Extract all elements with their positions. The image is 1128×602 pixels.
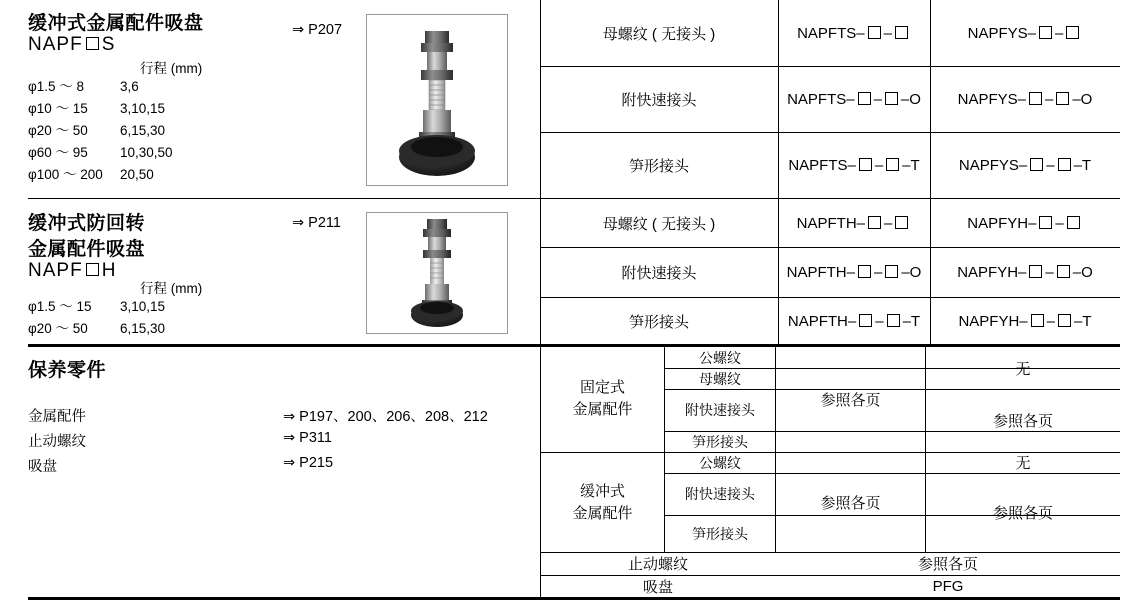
placeholder-box-icon bbox=[885, 92, 898, 105]
code-text: NAPFYS– bbox=[958, 156, 1028, 174]
section1-page-ref[interactable]: ⇒ P207 bbox=[292, 22, 343, 38]
spec-stroke: 3,6 bbox=[120, 79, 139, 94]
code-text: NAPFYH– bbox=[958, 312, 1028, 330]
placeholder-box-icon bbox=[1057, 265, 1070, 278]
code-suffix: –O bbox=[900, 90, 921, 108]
placeholder-box-icon bbox=[1039, 216, 1052, 229]
spec-row bbox=[28, 296, 210, 318]
code-suffix: –T bbox=[1073, 156, 1092, 174]
section1-row3-code2: NAPFYS– – –T bbox=[958, 156, 1092, 174]
placeholder-box-icon bbox=[86, 37, 99, 50]
section1-row1-type: 母螺纹 ( 无接头 ) bbox=[602, 25, 716, 43]
placeholder-box-icon bbox=[1066, 26, 1079, 39]
code-text: NAPFYH– bbox=[967, 214, 1037, 232]
code-text: NAPFYS– bbox=[957, 90, 1026, 108]
spec-row bbox=[28, 76, 210, 98]
spec-stroke: 6,15,30 bbox=[120, 321, 166, 336]
maint-footer-label-1: 止动螺纹 bbox=[627, 556, 688, 573]
maint-g2-type-2: 附快速接头 bbox=[685, 486, 755, 502]
section2-code-prefix: NAPF bbox=[28, 260, 83, 281]
section1-row1-code2: NAPFYS– – bbox=[930, 0, 1120, 66]
maintenance-item-label: 吸盘 bbox=[28, 459, 57, 475]
placeholder-box-icon bbox=[1056, 92, 1069, 105]
section1-product-image bbox=[366, 14, 508, 186]
maint-group1-name-line2: 金属配件 bbox=[572, 400, 633, 418]
maintenance-item-ref[interactable]: ⇒ P311 bbox=[283, 430, 332, 446]
spec-stroke: 6,15,30 bbox=[120, 123, 166, 138]
maint-g1-type-4: 笋形接头 bbox=[692, 433, 748, 450]
placeholder-box-icon bbox=[1058, 158, 1071, 171]
section2-row1-type: 母螺纹 ( 无接头 ) bbox=[602, 215, 716, 233]
placeholder-box-icon bbox=[859, 158, 872, 171]
section2-stroke-header: 行程 (mm) bbox=[140, 281, 203, 296]
maint-footer-value-1: 参照各页 bbox=[917, 556, 978, 573]
maintenance-title: 保养零件 bbox=[28, 360, 107, 381]
section2-row3-type: 笋形接头 bbox=[628, 313, 689, 331]
maint-g1-mid: 参照各页 bbox=[820, 392, 881, 409]
spec-row bbox=[28, 120, 210, 142]
maintenance-item-label: 金属配件 bbox=[28, 409, 86, 425]
code-text: NAPFYS– bbox=[967, 24, 1036, 42]
spec-stroke: 10,30,50 bbox=[120, 145, 173, 160]
placeholder-box-icon bbox=[895, 216, 908, 229]
section1-stroke-header: 行程 (mm) bbox=[140, 61, 203, 76]
maintenance-item-ref[interactable]: ⇒ P197、200、206、208、212 bbox=[283, 409, 488, 425]
section2-code-suffix: H bbox=[101, 260, 117, 281]
section2-spec-list bbox=[28, 296, 210, 340]
code-suffix: –O bbox=[901, 264, 922, 281]
placeholder-box-icon bbox=[858, 265, 871, 278]
maintenance-item-label: 止动螺纹 bbox=[28, 434, 86, 450]
section1-row3-code1: NAPFTS– – –T bbox=[788, 156, 920, 174]
divider-bottom bbox=[28, 597, 1120, 600]
spec-row bbox=[28, 98, 210, 120]
section2-row1-code2: NAPFYH– – bbox=[930, 199, 1120, 247]
spec-stroke: 3,10,15 bbox=[120, 299, 166, 314]
code-text: NAPFTS– bbox=[787, 90, 855, 108]
suction-pad-illustration-1 bbox=[367, 15, 507, 185]
placeholder-box-icon bbox=[885, 265, 898, 278]
section1-row2-code2: NAPFYS– – –O bbox=[957, 90, 1093, 108]
section2-title-line2: 金属配件吸盘 bbox=[28, 239, 146, 260]
placeholder-box-icon bbox=[1067, 216, 1080, 229]
placeholder-box-icon bbox=[1030, 158, 1043, 171]
code-text: NAPFTS– bbox=[797, 24, 865, 42]
section1-row2-type: 附快速接头 bbox=[621, 91, 697, 109]
section1-code-prefix: NAPF bbox=[28, 34, 83, 55]
placeholder-box-icon bbox=[1039, 26, 1052, 39]
code-suffix: –T bbox=[902, 312, 921, 330]
placeholder-box-icon bbox=[868, 26, 881, 39]
suction-pad-illustration-2 bbox=[367, 213, 507, 333]
maint-g2-right-bottom: 参照各页 bbox=[992, 505, 1053, 522]
spec-dia: φ100 ～ 200 bbox=[28, 167, 103, 182]
code-suffix: –O bbox=[1072, 90, 1093, 108]
section1-code bbox=[28, 34, 115, 56]
section2-row2-code2: NAPFYH– – –O bbox=[957, 264, 1093, 281]
section1-row3-type: 笋形接头 bbox=[628, 157, 689, 175]
maint-g2-type-1: 公螺纹 bbox=[699, 454, 741, 471]
spec-stroke: 20,50 bbox=[120, 167, 154, 182]
placeholder-box-icon bbox=[859, 314, 872, 327]
section2-row2-code1: NAPFTH– – –O bbox=[786, 264, 922, 281]
spec-row bbox=[28, 164, 210, 186]
placeholder-box-icon bbox=[1029, 92, 1042, 105]
code-text: NAPFTH– bbox=[786, 264, 855, 281]
maint-group2-name-line2: 金属配件 bbox=[572, 504, 633, 522]
placeholder-box-icon bbox=[895, 26, 908, 39]
code-text: NAPFTS– bbox=[788, 156, 856, 174]
placeholder-box-icon bbox=[886, 158, 899, 171]
spec-dia: φ10 ～ 15 bbox=[28, 101, 88, 116]
code-text: NAPFTH– bbox=[787, 312, 857, 330]
code-suffix: –T bbox=[1074, 312, 1092, 330]
maint-group2-name-line1: 缓冲式 bbox=[579, 482, 625, 500]
maint-group1-name-line1: 固定式 bbox=[579, 378, 625, 396]
spec-dia: φ20 ～ 50 bbox=[28, 123, 88, 138]
spec-dia: φ1.5 ～ 8 bbox=[28, 79, 85, 94]
maint-footer-value-2: PFG bbox=[932, 577, 964, 595]
maintenance-item-ref[interactable]: ⇒ P215 bbox=[283, 455, 334, 471]
section2-row3-code2: NAPFYH– – –T bbox=[958, 312, 1092, 330]
placeholder-box-icon bbox=[1058, 314, 1071, 327]
section2-row2-type: 附快速接头 bbox=[621, 265, 697, 282]
section1-row2-code1: NAPFTS– – –O bbox=[787, 90, 921, 108]
code-suffix: –O bbox=[1072, 264, 1093, 281]
maint-g2-type-3: 笋形接头 bbox=[692, 525, 748, 542]
spec-row bbox=[28, 142, 210, 164]
placeholder-box-icon bbox=[1031, 314, 1044, 327]
maint-g1-type-3: 附快速接头 bbox=[685, 402, 755, 418]
maint-g1-type-2: 母螺纹 bbox=[699, 370, 741, 387]
spec-dia: φ1.5 ～ 15 bbox=[28, 299, 92, 314]
section2-row3-code1: NAPFTH– – –T bbox=[787, 312, 921, 330]
section2-page-ref[interactable]: ⇒ P211 bbox=[292, 215, 341, 231]
code-suffix: –T bbox=[902, 156, 920, 174]
code-text: NAPFTH– bbox=[796, 214, 865, 232]
section1-title: 缓冲式金属配件吸盘 bbox=[28, 13, 204, 34]
section2-product-image bbox=[366, 212, 508, 334]
spec-stroke: 3,10,15 bbox=[120, 101, 166, 116]
spec-dia: φ20 ～ 50 bbox=[28, 321, 88, 336]
code-text: NAPFYH– bbox=[957, 264, 1027, 281]
section1-code-suffix: S bbox=[101, 34, 116, 55]
section1-spec-list bbox=[28, 76, 210, 186]
maint-g1-right-bottom: 参照各页 bbox=[992, 413, 1053, 430]
maint-g2-mid: 参照各页 bbox=[820, 494, 881, 512]
placeholder-box-icon bbox=[868, 216, 881, 229]
maint-g1-type-1: 公螺纹 bbox=[699, 349, 741, 366]
spec-dia: φ60 ～ 95 bbox=[28, 145, 88, 160]
section2-title-line1: 缓冲式防回转 bbox=[28, 213, 146, 234]
section2-row1-code1: NAPFTH– – bbox=[778, 199, 930, 247]
section2-code bbox=[28, 260, 116, 282]
placeholder-box-icon bbox=[86, 263, 99, 276]
spec-row bbox=[28, 318, 210, 340]
placeholder-box-icon bbox=[858, 92, 871, 105]
maint-footer-label-2: 吸盘 bbox=[642, 578, 673, 596]
placeholder-box-icon bbox=[887, 314, 900, 327]
section1-row1-code1: NAPFTS– – bbox=[778, 0, 930, 66]
maint-g1-right-top: 无 bbox=[1015, 360, 1031, 378]
maint-g2-right-top: 无 bbox=[1015, 455, 1031, 472]
placeholder-box-icon bbox=[1029, 265, 1042, 278]
